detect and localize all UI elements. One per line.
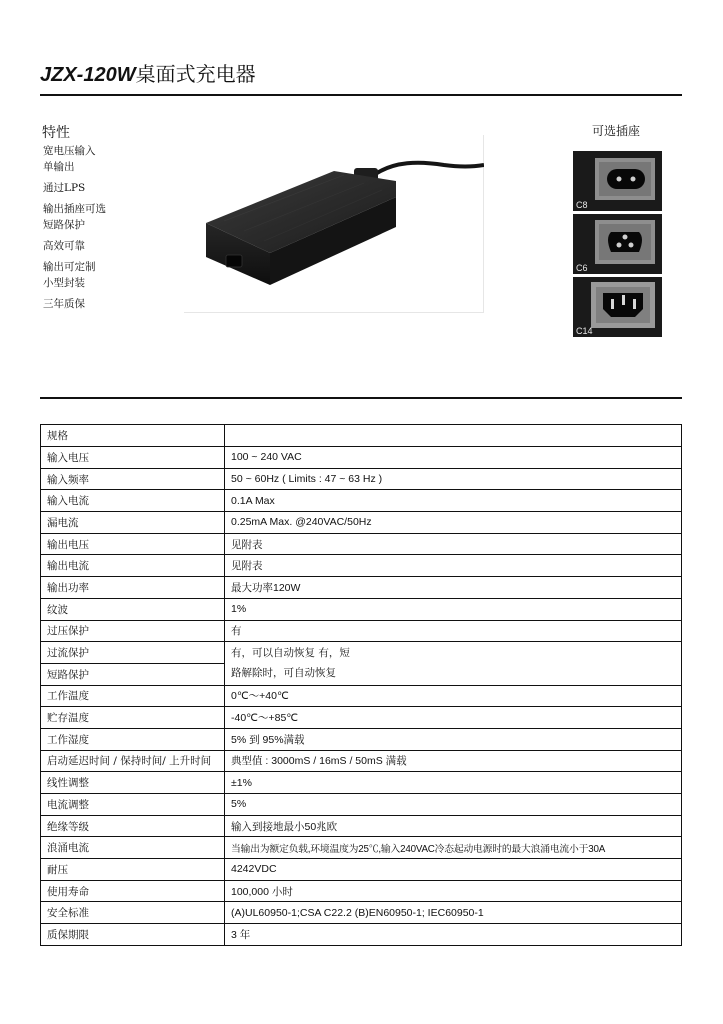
spec-key: 输出功率: [41, 577, 225, 599]
table-row: [41, 837, 682, 859]
spec-value: ±1%: [225, 772, 682, 794]
spec-key: 过压保护: [41, 620, 225, 642]
table-row: [41, 794, 682, 816]
spec-value: 3 年: [225, 924, 682, 946]
spec-value: 5%: [225, 794, 682, 816]
table-row: [41, 859, 682, 881]
page-title: [40, 60, 256, 89]
spec-header: 规格: [41, 425, 225, 447]
spec-key: 输入频率: [41, 468, 225, 490]
table-row: [41, 620, 682, 642]
socket-c14: [573, 277, 662, 337]
spec-key: 安全标准: [41, 902, 225, 924]
table-row: [41, 902, 682, 924]
product-name: 桌面式充电器: [135, 62, 256, 86]
spec-key: 耐压: [41, 859, 225, 881]
spec-key: 启动延迟时间 / 保持时间/ 上升时间: [41, 750, 225, 772]
spec-value: 见附表: [225, 533, 682, 555]
table-row: [41, 577, 682, 599]
table-row: [41, 924, 682, 946]
spec-key: 纹波: [41, 598, 225, 620]
spec-value: (A)UL60950-1;CSA C22.2 (B)EN60950-1; IEC60950-1: [225, 902, 682, 924]
feature-item: 宽电压输入 单输出: [43, 145, 96, 173]
spec-value: 输入到接地最小50兆欧: [225, 815, 682, 837]
feature-item: 通过LPS: [43, 182, 86, 194]
spec-value: 0.1A Max: [225, 490, 682, 512]
spec-key: 漏电流: [41, 512, 225, 534]
socket-label: C14: [576, 326, 593, 336]
spec-table: [40, 424, 682, 946]
spec-value: 0.25mA Max. @240VAC/50Hz: [225, 512, 682, 534]
table-row: [41, 447, 682, 469]
spec-value: 4242VDC: [225, 859, 682, 881]
spec-value: 有: [225, 620, 682, 642]
spec-value: -40℃～+85℃: [225, 707, 682, 729]
table-row: [41, 815, 682, 837]
table-row: [41, 750, 682, 772]
table-row: [41, 772, 682, 794]
table-row: [41, 533, 682, 555]
socket-label: C8: [576, 200, 588, 210]
spec-header-value: [225, 425, 682, 447]
spec-value: 见附表: [225, 555, 682, 577]
sockets-heading: 可选插座: [592, 124, 641, 138]
spec-value: 50 ~ 60Hz ( Limits : 47 ~ 63 Hz ): [225, 468, 682, 490]
spec-key: 绝缘等级: [41, 815, 225, 837]
spec-key: 输出电压: [41, 533, 225, 555]
table-header-row: [41, 425, 682, 447]
table-row: [41, 512, 682, 534]
product-photo: [184, 135, 484, 313]
spec-key: 贮存温度: [41, 707, 225, 729]
spec-value: 当输出为额定负载,环境温度为25℃,输入240VAC冷态起动电源时的最大浪涌电流小于30A: [225, 837, 682, 859]
spec-value: 最大功率120W: [225, 577, 682, 599]
spec-value: 0℃～+40℃: [225, 685, 682, 707]
spec-value: [225, 642, 682, 685]
spec-key: 电流调整: [41, 794, 225, 816]
feature-item: 高效可靠: [43, 240, 85, 252]
spec-key: 输入电压: [41, 447, 225, 469]
table-row: [41, 555, 682, 577]
spec-key: 使用寿命: [41, 880, 225, 902]
section-divider: [40, 397, 682, 399]
table-row: [41, 685, 682, 707]
spec-value: 5% 到 95%满载: [225, 728, 682, 750]
feature-item: 三年质保: [43, 298, 85, 310]
spec-key: 工作湿度: [41, 728, 225, 750]
features-list: [43, 143, 173, 317]
spec-key: 过流保护: [41, 642, 225, 664]
features-heading: 特性: [42, 125, 70, 141]
spec-value: 100 ~ 240 VAC: [225, 447, 682, 469]
spec-value: 1%: [225, 598, 682, 620]
feature-item: 输出插座可选 短路保护: [43, 203, 106, 231]
table-row: [41, 880, 682, 902]
table-row: [41, 598, 682, 620]
spec-key: 质保期限: [41, 924, 225, 946]
spec-value: 典型值 : 3000mS / 16mS / 50mS 满载: [225, 750, 682, 772]
table-row: [41, 728, 682, 750]
socket-label: C6: [576, 263, 588, 273]
feature-item: 输出可定制 小型封装: [43, 261, 96, 289]
table-row: [41, 468, 682, 490]
table-row: [41, 707, 682, 729]
spec-key: 短路保护: [41, 663, 225, 685]
spec-value-text: 有，可以自动恢复 有，短 路解除时，可自动恢复: [231, 647, 350, 680]
spec-key: 工作温度: [41, 685, 225, 707]
socket-c6: [573, 214, 662, 274]
spec-value: 100,000 小时: [225, 880, 682, 902]
spec-key: 浪涌电流: [41, 837, 225, 859]
spec-key: 输入电流: [41, 490, 225, 512]
table-row: [41, 490, 682, 512]
model-number: JZX-120W: [40, 64, 136, 86]
table-row: [41, 642, 682, 664]
socket-c8: [573, 151, 662, 211]
spec-key: 输出电流: [41, 555, 225, 577]
title-divider: [40, 94, 682, 96]
spec-key: 线性调整: [41, 772, 225, 794]
